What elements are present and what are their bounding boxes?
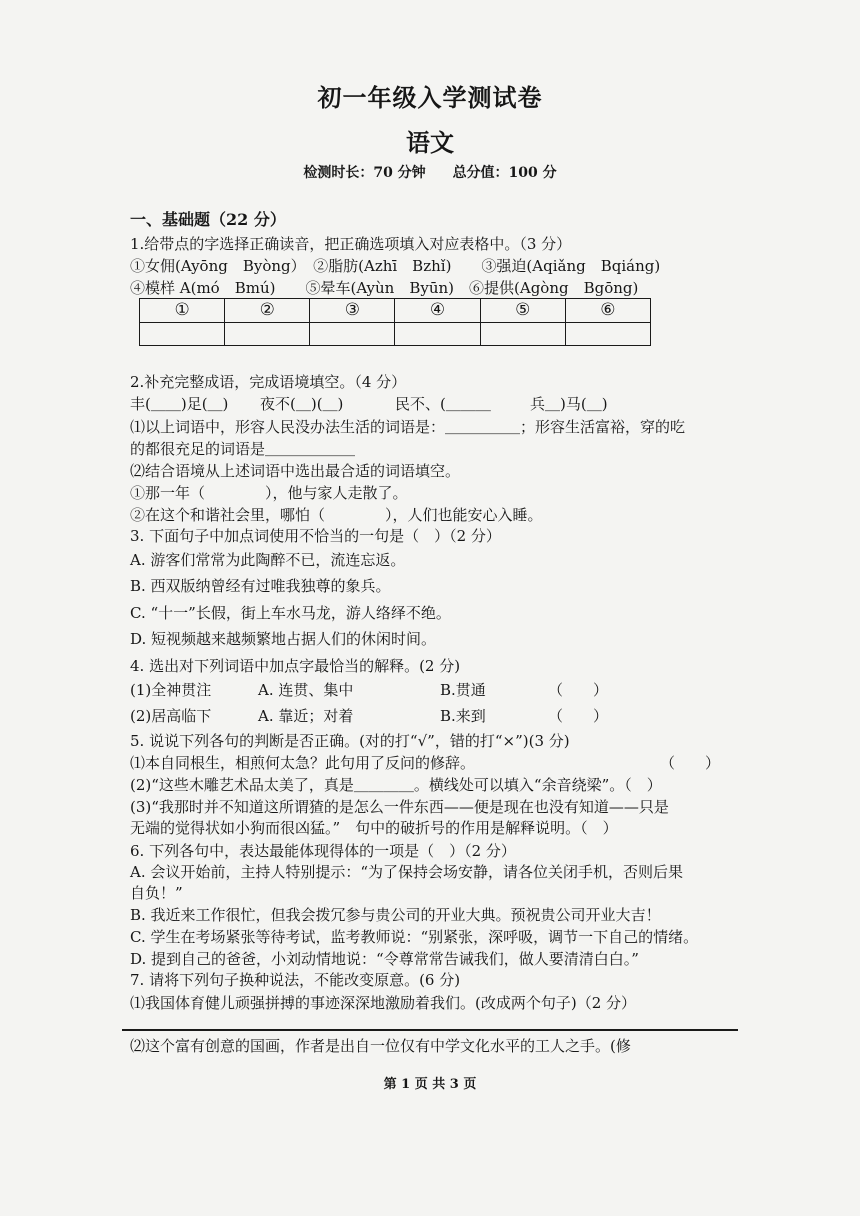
answer-col-3: ③ xyxy=(310,299,395,323)
q4-row2-answer: （ ） xyxy=(548,707,609,725)
idiom-2: 夜不(＿)(＿) xyxy=(260,395,344,413)
answer-col-5: ⑤ xyxy=(480,299,565,323)
q7-sentence-1: ⑴我国体育健儿顽强拼搏的事迹深深地激励着我们。(改成两个句子)（2 分） xyxy=(130,994,637,1012)
q6-option-b: B. 我近来工作很忙，但我会拨冗参与贵公司的开业大典。预祝贵公司开业大吉！ xyxy=(130,906,661,924)
exam-meta xyxy=(0,162,860,182)
q2-prompt: 2.补充完整成语，完成语境填空。（4 分） xyxy=(130,373,407,391)
answer-cell[interactable] xyxy=(565,322,650,346)
answer-col-4: ④ xyxy=(395,299,480,323)
q3-option-c: C. “十一”长假，街上车水马龙，游人络绎不绝。 xyxy=(130,604,451,622)
q2-line-4: ①那一年（ ），他与家人走散了。 xyxy=(130,484,408,502)
answer-cell[interactable] xyxy=(225,322,310,346)
subject-title: 语文 xyxy=(406,128,454,157)
q2-line-1: ⑴以上词语中，形容人民没办法生活的词语是：＿＿＿＿＿；形容生活富裕，穿的吃 xyxy=(130,418,686,436)
exam-title: 初一年级入学测试卷 xyxy=(317,83,543,112)
q3-prompt: 3. 下面句子中加点词使用不恰当的一句是（ ）（2 分） xyxy=(130,527,501,545)
q6-option-d: D. 提到自己的爸爸，小刘动情地说：“令尊常常告诫我们，做人要清清白白。” xyxy=(130,950,639,968)
q4-prompt: 4. 选出对下列词语中加点字最恰当的解释。(2 分) xyxy=(130,657,461,675)
q3-option-a: A. 游客们常常为此陶醉不已，流连忘返。 xyxy=(130,551,406,569)
q7-sentence-2: ⑵这个富有创意的国画，作者是出自一位仅有中学文化水平的工人之手。(修 xyxy=(130,1037,631,1055)
q1-options-row-2: ④模样 A(mó Bmú) ⑤晕车(Ayùn Byūn) ⑥提供(Agòng Bgōng) xyxy=(130,279,639,297)
answer-cell[interactable] xyxy=(480,322,565,346)
q2-line-2: 的都很充足的词语是＿＿＿＿＿＿ xyxy=(130,440,356,458)
q4-row1-option-b: B.贯通 xyxy=(440,681,486,699)
answer-line xyxy=(122,1029,738,1031)
q4-row1-answer: （ ） xyxy=(548,681,609,699)
answer-cell[interactable] xyxy=(140,322,225,346)
q2-line-3: ⑵结合语境从上述词语中选出最合适的词语填空。 xyxy=(130,462,461,480)
idiom-4: 兵＿)马(＿) xyxy=(530,395,608,413)
q4-row1-option-a: A. 连贯、集中 xyxy=(258,681,354,699)
q6-option-c: C. 学生在考场紧张等待考试，监考教师说：“别紧张，深呼吸，调节一下自己的情绪。 xyxy=(130,928,699,946)
q1-prompt: 1.给带点的字选择正确读音，把正确选项填入对应表格中。（3 分） xyxy=(130,235,572,253)
q6-option-a-line-2: 自负！” xyxy=(130,884,183,902)
page-number: 第 1 页 共 3 页 xyxy=(383,1077,477,1092)
q5-statement-2: (2)“这些木雕艺术品太美了，真是＿＿＿＿。横线处可以填入“余音绕梁”。（ ） xyxy=(130,776,662,794)
q4-row1-word: (1)全神贯注 xyxy=(130,681,212,699)
section-heading: 一、基础题（22 分） xyxy=(130,210,286,229)
answer-table-header-row xyxy=(140,299,651,323)
q5-statement-3b: 无端的觉得状如小狗而很凶猛。” 句中的破折号的作用是解释说明。（ ） xyxy=(130,819,618,837)
duration-label: 检测时长：70 分钟 xyxy=(303,165,426,181)
answer-cell[interactable] xyxy=(395,322,480,346)
q7-prompt: 7. 请将下列句子换种说法，不能改变原意。(6 分) xyxy=(130,971,461,989)
answer-col-2: ② xyxy=(225,299,310,323)
q6-option-a-line-1: A. 会议开始前，主持人特别提示：“为了保持会场安静，请各位关闭手机，否则后果 xyxy=(130,863,684,881)
q2-line-5: ②在这个和谐社会里，哪怕（ ），人们也能安心入睡。 xyxy=(130,506,543,524)
q3-option-d: D. 短视频越来越频繁地占据人们的休闲时间。 xyxy=(130,630,437,648)
total-score-label: 总分值：100 分 xyxy=(452,165,557,181)
q1-options-row-1: ①女佣(Ayōng Byòng） ②脂肪(Azhī Bzhǐ) ③强迫(Aqiǎng Bqiáng) xyxy=(130,257,661,275)
q4-row2-option-a: A. 靠近；对着 xyxy=(258,707,354,725)
answer-table-blank-row xyxy=(140,322,651,346)
q4-row2-word: (2)居高临下 xyxy=(130,707,212,725)
q1-answer-table xyxy=(139,298,651,346)
q4-row2-option-b: B.来到 xyxy=(440,707,486,725)
q3-option-b: B. 西双版纳曾经有过唯我独尊的象兵。 xyxy=(130,577,391,595)
q5-statement-1-blank: （ ） xyxy=(660,754,721,772)
q5-statement-3a: (3)“我那时并不知道这所谓猹的是怎么一件东西——便是现在也没有知道——只是 xyxy=(130,798,669,816)
q5-prompt: 5. 说说下列各句的判断是否正确。(对的打“√”，错的打“×”)(3 分) xyxy=(130,732,570,750)
answer-cell[interactable] xyxy=(310,322,395,346)
idiom-1: 丰(＿＿)足(＿) xyxy=(130,395,229,413)
q5-statement-1: ⑴本自同根生，相煎何太急？此句用了反问的修辞。 xyxy=(130,754,476,772)
idiom-3: 民不、(＿＿＿ xyxy=(395,395,491,413)
q6-prompt: 6. 下列各句中，表达最能体现得体的一项是（ ）（2 分） xyxy=(130,842,516,860)
answer-col-6: ⑥ xyxy=(565,299,650,323)
answer-col-1: ① xyxy=(140,299,225,323)
